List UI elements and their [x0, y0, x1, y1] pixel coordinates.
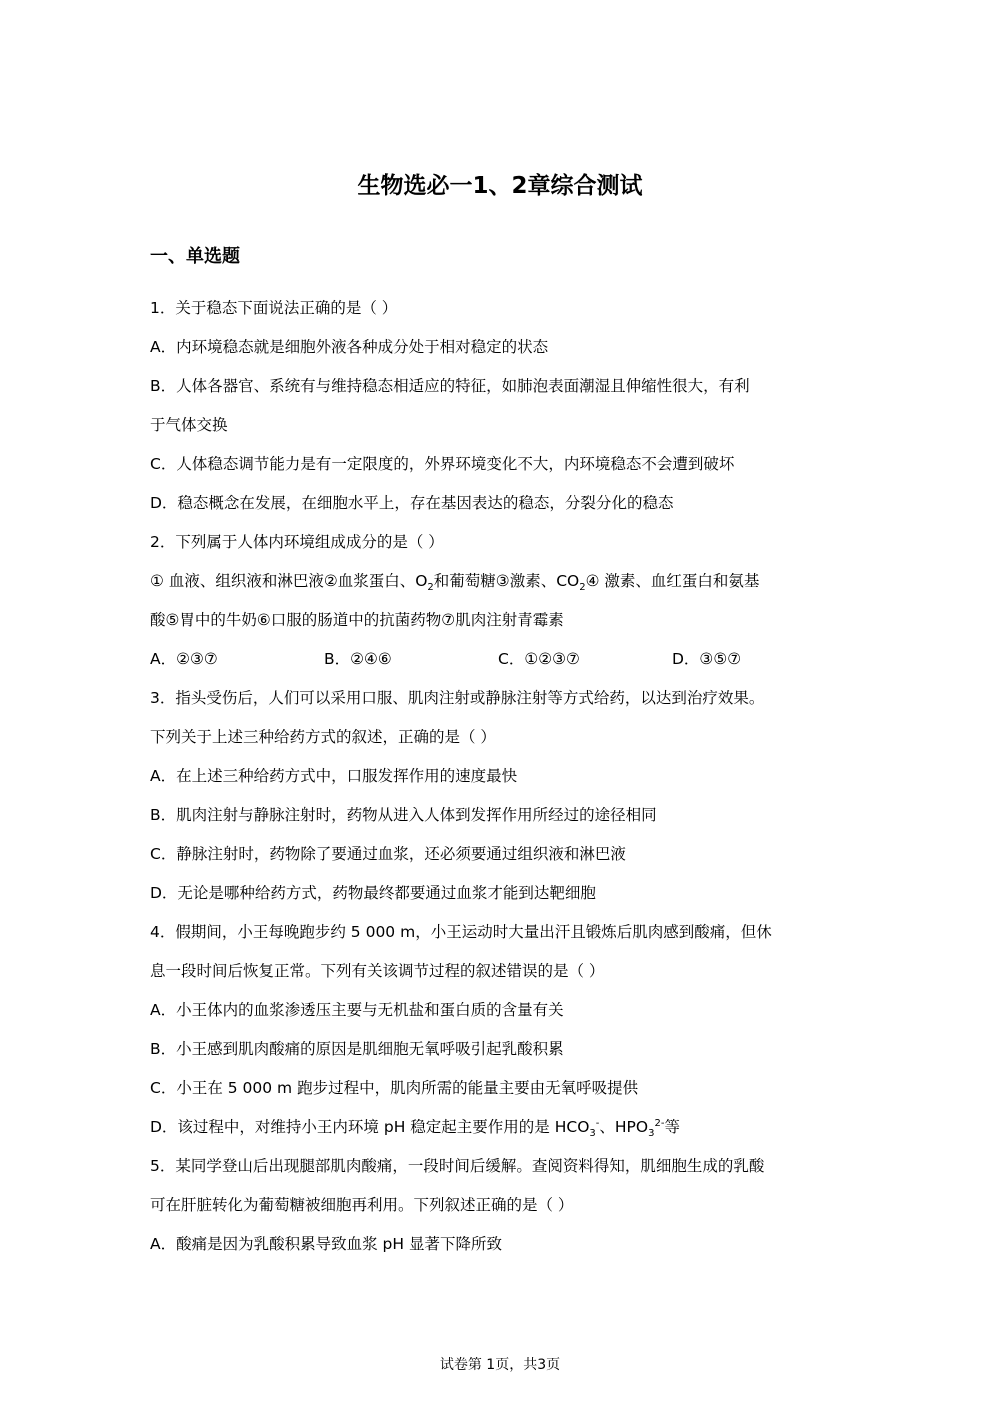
superscript: - — [595, 1117, 600, 1129]
question-1-option-c: C．人体稳态调节能力是有一定限度的，外界环境变化不大，内环境稳态不会遭到破坏 — [150, 455, 735, 473]
subscript: 3 — [648, 1128, 655, 1140]
section-heading: 一、单选题 — [150, 246, 240, 267]
q4-d-text: 、HPO — [599, 1118, 649, 1136]
subscript: 2 — [427, 582, 434, 594]
q2-item-text: ① 血液、组织液和淋巴液②血浆蛋白、O — [150, 572, 428, 590]
question-1-option-a: A．内环境稳态就是细胞外液各种成分处于相对稳定的状态 — [150, 338, 549, 356]
question-2-items-line1 — [150, 566, 860, 605]
question-1-option-b-line1: B．人体各器官、系统有与维持稳态相适应的特征，如肺泡表面潮湿且伸缩性很大，有利 — [150, 377, 750, 395]
question-4-option-a: A．小王体内的血浆渗透压主要与无机盐和蛋白质的含量有关 — [150, 1001, 564, 1019]
page-title: 生物选必一1、2章综合测试 — [357, 173, 643, 199]
q4-d-text: 等 — [664, 1118, 680, 1136]
subscript: 2 — [579, 582, 586, 594]
question-5-option-a: A．酸痛是因为乳酸积累导致血浆 pH 显著下降所致 — [150, 1235, 502, 1253]
question-1-stem: 1．关于稳态下面说法正确的是（ ） — [150, 299, 398, 317]
question-3-option-c: C．静脉注射时，药物除了要通过血浆，还必须要通过组织液和淋巴液 — [150, 845, 626, 863]
question-2-options — [150, 644, 860, 683]
question-3-option-d: D．无论是哪种给药方式，药物最终都要通过血浆才能到达靶细胞 — [150, 884, 596, 902]
question-4-stem-line1: 4．假期间，小王每晚跑步约 5 000 m，小王运动时大量出汗且锻炼后肌肉感到酸痛，但休 — [150, 923, 772, 941]
question-4-option-c: C．小王在 5 000 m 跑步过程中，肌肉所需的能量主要由无氧呼吸提供 — [150, 1079, 639, 1097]
question-list — [150, 293, 860, 1268]
question-3-stem-line1: 3．指头受伤后，人们可以采用口服、肌肉注射或静脉注射等方式给药，以达到治疗效果。 — [150, 689, 765, 707]
question-1-option-b-line2: 于气体交换 — [150, 416, 228, 434]
question-3-option-b: B．肌肉注射与静脉注射时，药物从进入人体到发挥作用所经过的途径相同 — [150, 806, 657, 824]
question-4-option-b: B．小王感到肌肉酸痛的原因是肌细胞无氧呼吸引起乳酸积累 — [150, 1040, 564, 1058]
question-3-stem-line2: 下列关于上述三种给药方式的叙述，正确的是（ ） — [150, 728, 496, 746]
question-5-stem-line1: 5．某同学登山后出现腿部肌肉酸痛，一段时间后缓解。查阅资料得知，肌细胞生成的乳酸 — [150, 1157, 765, 1175]
question-5-stem-line2: 可在肝脏转化为葡萄糖被细胞再利用。下列叙述正确的是（ ） — [150, 1196, 574, 1214]
question-2-option-c: C．①②③⑦ — [498, 650, 580, 668]
page-footer: 试卷第 1页，共3页 — [439, 1357, 561, 1373]
question-2-option-a: A．②③⑦ — [150, 650, 218, 668]
question-2-option-b: B．②④⑥ — [324, 650, 392, 668]
question-4-option-d — [150, 1112, 860, 1151]
superscript: 2- — [654, 1117, 665, 1129]
question-1-option-d: D．稳态概念在发展，在细胞水平上，存在基因表达的稳态，分裂分化的稳态 — [150, 494, 674, 512]
q4-d-text: D．该过程中，对维持小王内环境 pH 稳定起主要作用的是 HCO — [150, 1118, 590, 1136]
question-3-option-a: A．在上述三种给药方式中，口服发挥作用的速度最快 — [150, 767, 518, 785]
q2-item-text: ④ 激素、血红蛋白和氨基 — [585, 572, 760, 590]
question-2-option-d: D．③⑤⑦ — [672, 650, 742, 668]
question-2-items-line2: 酸⑤胃中的牛奶⑥口服的肠道中的抗菌药物⑦肌肉注射青霉素 — [150, 611, 564, 629]
q2-item-text: 和葡萄糖③激素、CO — [433, 572, 580, 590]
question-4-stem-line2: 息一段时间后恢复正常。下列有关该调节过程的叙述错误的是（ ） — [150, 962, 605, 980]
subscript: 3 — [589, 1128, 596, 1140]
question-2-stem: 2．下列属于人体内环境组成成分的是（ ） — [150, 533, 444, 551]
